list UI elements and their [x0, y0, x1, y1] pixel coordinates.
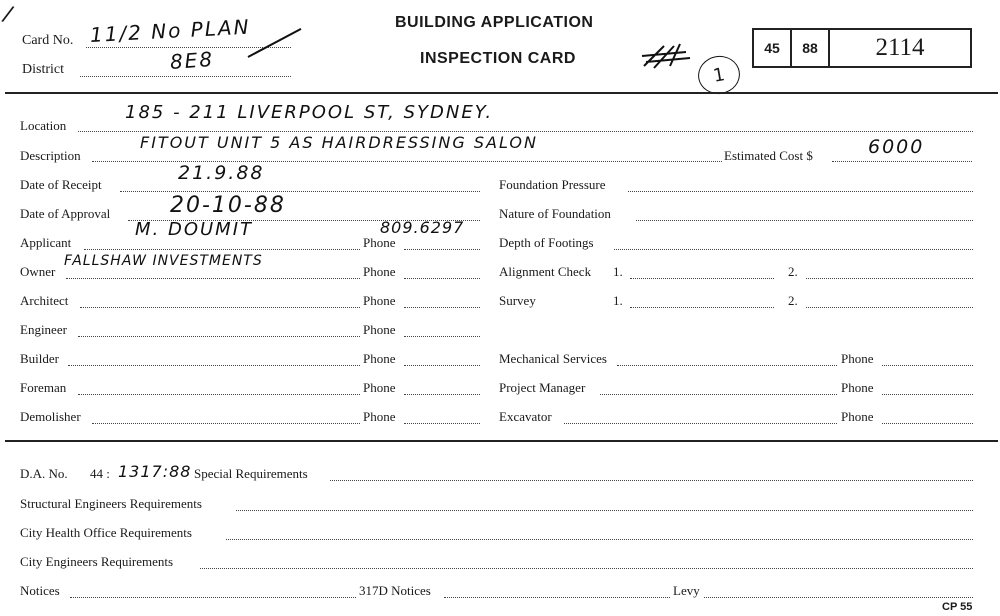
- date-of-receipt-handwritten-value: 21.9.88: [178, 162, 265, 184]
- notices-317d-label: 317D Notices: [359, 583, 431, 598]
- date-of-approval-handwritten-value: 20-10-88: [170, 193, 286, 218]
- header-divider: [5, 92, 998, 94]
- applicant-phone-label: Phone: [363, 235, 396, 250]
- owner-label: Owner: [20, 264, 56, 279]
- reference-box-2: [790, 28, 830, 68]
- estimated-cost-handwritten-value: 6000: [868, 136, 925, 158]
- special-requirements-label: Special Requirements: [194, 466, 308, 481]
- owner-phone-dotted-line: [404, 278, 480, 279]
- structural-requirements-label: Structural Engineers Requirements: [20, 496, 202, 511]
- survey-num-2: 2.: [788, 293, 798, 308]
- city-engineers-requirements-dotted-line: [200, 568, 973, 569]
- estimated-cost-label: Estimated Cost $: [724, 148, 813, 163]
- form-title: BUILDING APPLICATION: [395, 14, 594, 31]
- survey-1-dotted-line: [630, 307, 774, 308]
- foreman-label: Foreman: [20, 380, 67, 395]
- engineer-phone-dotted-line: [404, 336, 480, 337]
- health-requirements-dotted-line: [226, 539, 973, 540]
- demolisher-phone-label: Phone: [363, 409, 396, 424]
- builder-phone-dotted-line: [404, 365, 480, 366]
- city-engineers-requirements-label: City Engineers Requirements: [20, 554, 174, 569]
- alignment-check-num-1: 1.: [613, 264, 623, 279]
- district-handwritten-value: 8E8: [169, 46, 215, 74]
- survey-2-dotted-line: [806, 307, 973, 308]
- description-handwritten-value: FITOUT UNIT 5 AS HAIRDRESSING SALON: [140, 133, 538, 152]
- da-no-prefix: 44 :: [90, 466, 110, 481]
- form-code: CP 55: [942, 601, 973, 613]
- foreman-phone-label: Phone: [363, 380, 396, 395]
- location-label: Location: [20, 118, 67, 133]
- demolisher-phone-dotted-line: [404, 423, 480, 424]
- date-of-receipt-dotted-line: [120, 191, 480, 192]
- mechanical-services-phone-dotted-line: [882, 365, 973, 366]
- date-of-receipt-label: Date of Receipt: [20, 177, 102, 192]
- applicant-label: Applicant: [20, 235, 72, 250]
- circled-number-text: 1: [711, 63, 727, 87]
- engineer-dotted-line: [78, 336, 360, 337]
- builder-phone-label: Phone: [363, 351, 396, 366]
- architect-dotted-line: [80, 307, 360, 308]
- builder-label: Builder: [20, 351, 59, 366]
- excavator-phone-label: Phone: [841, 409, 874, 424]
- mechanical-services-label: Mechanical Services: [499, 351, 607, 366]
- da-no-handwritten-value: 1317:88: [118, 462, 192, 481]
- foundation-pressure-label: Foundation Pressure: [499, 177, 606, 192]
- notices-317d-dotted-line: [444, 597, 670, 598]
- survey-label: Survey: [499, 293, 536, 308]
- architect-phone-label: Phone: [363, 293, 396, 308]
- alignment-check-num-2: 2.: [788, 264, 798, 279]
- foundation-pressure-dotted-line: [628, 191, 973, 192]
- notices-label: Notices: [20, 583, 60, 598]
- applicant-dotted-line: [84, 249, 360, 250]
- requirements-divider: [5, 440, 998, 442]
- notices-dotted-line: [70, 597, 356, 598]
- owner-handwritten-value: FALLSHAW INVESTMENTS: [64, 253, 263, 269]
- alignment-check-label: Alignment Check: [499, 264, 592, 279]
- project-manager-phone-label: Phone: [841, 380, 874, 395]
- engineer-label: Engineer: [20, 322, 67, 337]
- location-handwritten-value: 185 - 211 LIVERPOOL ST, SYDNEY.: [125, 102, 494, 123]
- levy-label: Levy: [673, 583, 700, 598]
- district-strike-stroke: [248, 28, 302, 58]
- depth-of-footings-dotted-line: [614, 249, 973, 250]
- project-manager-label: Project Manager: [499, 380, 586, 395]
- reference-box-2-text: 88: [802, 40, 818, 56]
- demolisher-dotted-line: [92, 423, 360, 424]
- reference-box-3: [828, 28, 972, 68]
- alignment-check-2-dotted-line: [806, 278, 973, 279]
- architect-phone-dotted-line: [404, 307, 480, 308]
- survey-num-1: 1.: [613, 293, 623, 308]
- nature-of-foundation-label: Nature of Foundation: [499, 206, 611, 221]
- applicant-phone-handwritten-value: 809.6297: [380, 218, 465, 237]
- demolisher-label: Demolisher: [20, 409, 81, 424]
- district-dotted-line: [80, 76, 291, 77]
- project-manager-phone-dotted-line: [882, 394, 973, 395]
- reference-box-1: [752, 28, 792, 68]
- mechanical-services-dotted-line: [617, 365, 837, 366]
- da-no-label: D.A. No.: [20, 466, 68, 481]
- applicant-phone-dotted-line: [404, 249, 480, 250]
- engineer-phone-label: Phone: [363, 322, 396, 337]
- foreman-dotted-line: [78, 394, 360, 395]
- architect-label: Architect: [20, 293, 69, 308]
- estimated-cost-dotted-line: [832, 161, 972, 162]
- foreman-phone-dotted-line: [404, 394, 480, 395]
- date-of-approval-label: Date of Approval: [20, 206, 111, 221]
- card-no-handwritten-value: 11/2 No PLAN: [89, 14, 252, 47]
- card-no-label: Card No.: [22, 33, 74, 48]
- reference-box-3-text: 2114: [875, 34, 925, 61]
- special-requirements-dotted-line: [330, 480, 973, 481]
- excavator-label: Excavator: [499, 409, 552, 424]
- health-requirements-label: City Health Office Requirements: [20, 525, 192, 540]
- district-label: District: [22, 62, 64, 77]
- description-label: Description: [20, 148, 81, 163]
- levy-dotted-line: [704, 597, 973, 598]
- builder-dotted-line: [68, 365, 360, 366]
- nature-of-foundation-dotted-line: [636, 220, 973, 221]
- excavator-dotted-line: [564, 423, 837, 424]
- corner-tick-mark: /: [0, 1, 16, 28]
- location-dotted-line: [78, 131, 973, 132]
- mechanical-services-phone-label: Phone: [841, 351, 874, 366]
- reference-box-1-text: 45: [764, 40, 780, 56]
- alignment-check-1-dotted-line: [630, 278, 774, 279]
- owner-phone-label: Phone: [363, 264, 396, 279]
- applicant-handwritten-value: M. DOUMIT: [135, 219, 254, 240]
- owner-dotted-line: [66, 278, 360, 279]
- excavator-phone-dotted-line: [882, 423, 973, 424]
- form-subtitle: INSPECTION CARD: [420, 50, 576, 67]
- depth-of-footings-label: Depth of Footings: [499, 235, 594, 250]
- project-manager-dotted-line: [600, 394, 837, 395]
- structural-requirements-dotted-line: [236, 510, 973, 511]
